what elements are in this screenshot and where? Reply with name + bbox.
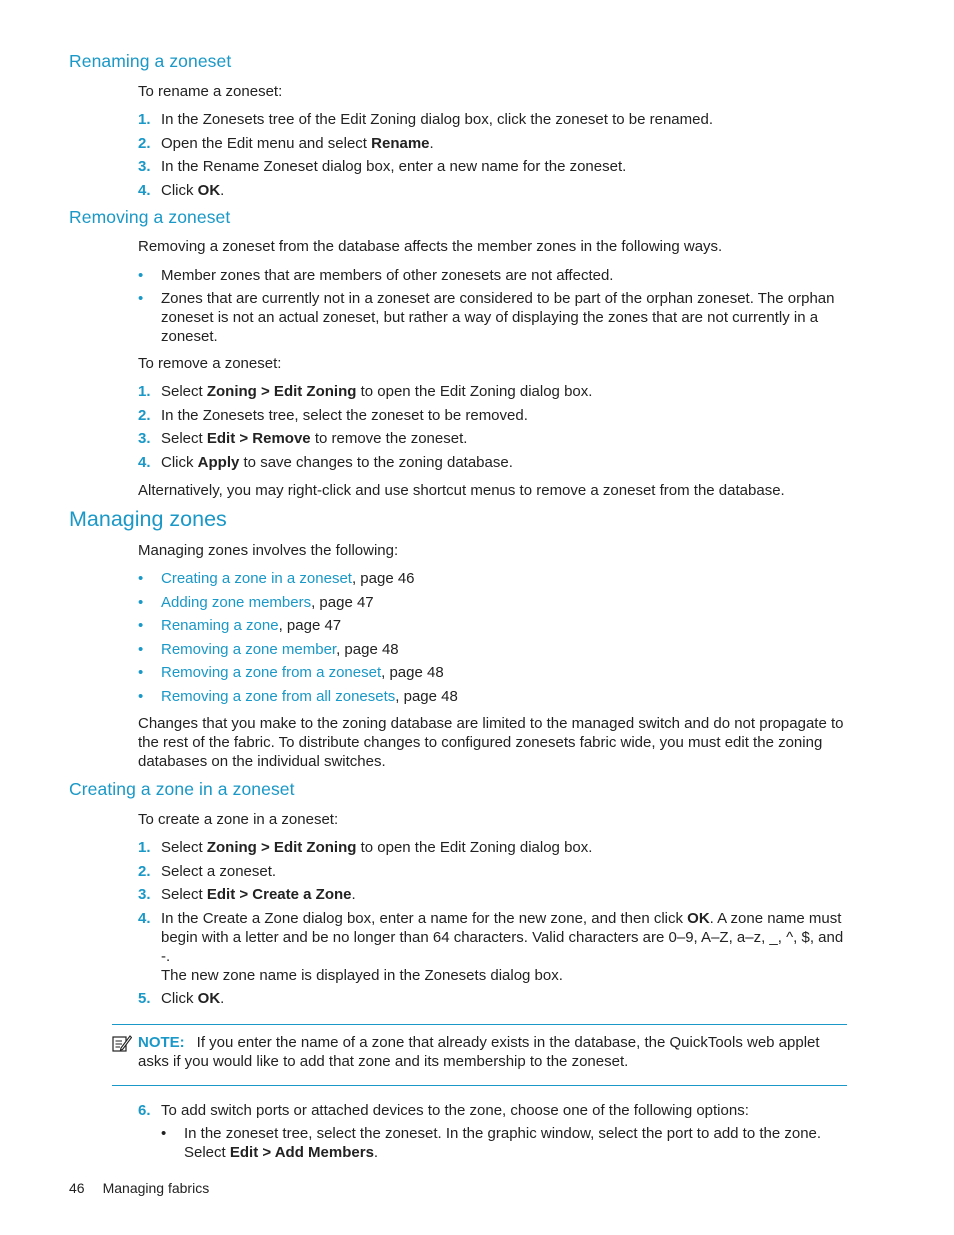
step: 4. Click OK. xyxy=(138,181,225,199)
step: 4. In the Create a Zone dialog box, enter a name for the new zone, and then click OK. A zone name must begin with a letter and be no longer than 64 characters. Valid characters are 0–9, A–Z, a–z, _, ^, $, and -. The new zone name is displayed in the Zonesets dialog box. xyxy=(138,909,844,984)
creating-intro: To create a zone in a zoneset: xyxy=(138,811,339,828)
list-item: • Renaming a zone, page 47 xyxy=(138,617,342,634)
step: 1. Select Zoning > Edit Zoning to open the Edit Zoning dialog box. xyxy=(138,839,593,856)
link-renaming-zone[interactable]: Renaming a zone xyxy=(161,617,279,634)
heading-removing-zoneset: Removing a zoneset xyxy=(69,207,231,227)
removing-bullets xyxy=(138,266,846,346)
creating-steps xyxy=(138,838,846,1008)
step: 3. In the Rename Zoneset dialog box, enter a new name for the zoneset. xyxy=(138,158,627,175)
step: 1. In the Zonesets tree of the Edit Zoning dialog box, click the zoneset to be renamed. xyxy=(138,111,713,128)
step: 6. To add switch ports or attached devices to the zone, choose one of the following options: xyxy=(138,1102,749,1119)
heading-renaming-zoneset: Renaming a zoneset xyxy=(69,51,232,71)
link-creating-zone[interactable]: Creating a zone in a zoneset xyxy=(161,570,352,587)
link-removing-from-zoneset[interactable]: Removing a zone from a zoneset xyxy=(161,664,382,681)
page-number: 46 xyxy=(69,1180,85,1196)
managing-paragraph: Changes that you make to the zoning database are limited to the managed switch and do not propagate to the rest of the fabric. To distribute changes to configured zonesets fabric wide, you must edit the zoning databases on the individual switches. xyxy=(138,715,844,770)
step: 3. Select Edit > Create a Zone. xyxy=(138,886,356,903)
removing-intro2: To remove a zoneset: xyxy=(138,355,282,372)
link-adding-members[interactable]: Adding zone members xyxy=(161,593,312,611)
list-item: • Removing a zone from a zoneset, page 48 xyxy=(138,664,444,681)
list-item: • Adding zone members, page 47 xyxy=(138,593,374,611)
note-bottom-rule xyxy=(112,1085,847,1086)
step: 4. Click Apply to save changes to the zoning database. xyxy=(138,453,513,471)
note-top-rule xyxy=(112,1024,847,1025)
note-icon xyxy=(112,1034,132,1052)
step: 1. Select Zoning > Edit Zoning to open the Edit Zoning dialog box. xyxy=(138,383,593,400)
list-item: • In the zoneset tree, select the zoneset. In the graphic window, select the port to add to the zone. Select Edit > Add Members. xyxy=(161,1125,822,1161)
link-removing-from-all[interactable]: Removing a zone from all zonesets xyxy=(161,687,396,705)
managing-links xyxy=(138,569,846,706)
step: 2. Select a zoneset. xyxy=(138,862,277,880)
removing-steps xyxy=(138,382,846,472)
removing-intro: Removing a zoneset from the database affects the member zones in the following ways. xyxy=(138,238,723,255)
heading-managing-zones: Managing zones xyxy=(69,507,227,531)
list-item: • Creating a zone in a zoneset, page 46 xyxy=(138,570,415,587)
removing-alternative: Alternatively, you may right-click and use shortcut menus to remove a zoneset from the database. xyxy=(138,482,785,499)
list-item: • Member zones that are members of other zonesets are not affected. xyxy=(138,267,614,284)
step: 5. Click OK. xyxy=(138,990,225,1007)
step: 2. Open the Edit menu and select Rename. xyxy=(138,134,434,152)
renaming-steps xyxy=(138,110,846,200)
note-text: NOTE: If you enter the name of a zone that already exists in the database, the QuickTools web applet asks if you would like to add that zone and its membership to the zoneset. xyxy=(138,1034,820,1070)
renaming-intro: To rename a zoneset: xyxy=(138,83,283,100)
note-label: NOTE: xyxy=(138,1034,185,1051)
list-item: • Zones that are currently not in a zoneset are considered to be part of the orphan zoneset. The orphan zoneset is not an actual zoneset, but rather a way of displaying the zones that are not currently in a zoneset. xyxy=(138,290,835,345)
step6-options xyxy=(161,1124,846,1162)
list-item: • Removing a zone from all zonesets, page 48 xyxy=(138,687,458,705)
list-item: • Removing a zone member, page 48 xyxy=(138,640,399,658)
footer-title: Managing fabrics xyxy=(102,1180,210,1196)
managing-intro: Managing zones involves the following: xyxy=(138,542,399,559)
step: 3. Select Edit > Remove to remove the zoneset. xyxy=(138,430,468,447)
step: 2. In the Zonesets tree, select the zoneset to be removed. xyxy=(138,406,528,424)
creating-step-6 xyxy=(138,1101,846,1120)
heading-creating-zone: Creating a zone in a zoneset xyxy=(69,779,295,799)
link-removing-member[interactable]: Removing a zone member xyxy=(161,640,337,658)
page-footer xyxy=(69,1180,227,1196)
